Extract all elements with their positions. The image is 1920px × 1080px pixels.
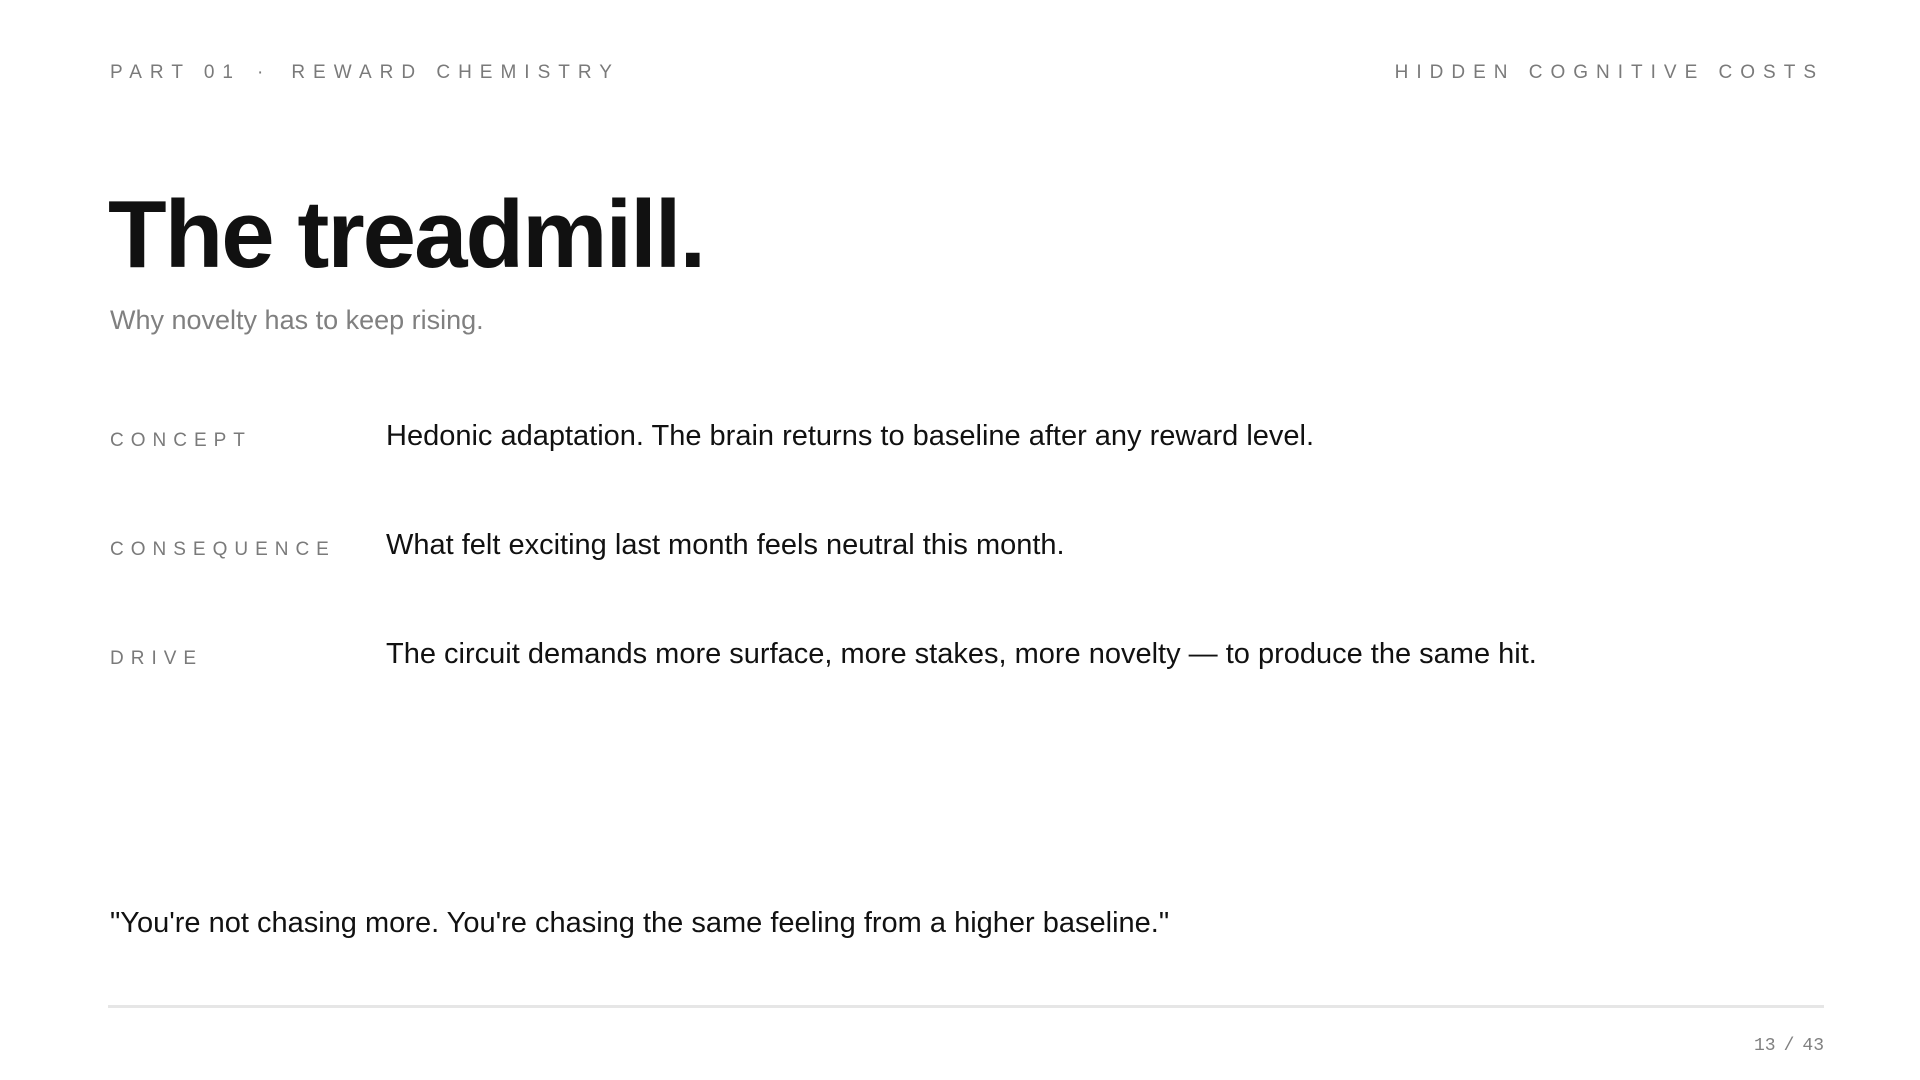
pull-quote: "You're not chasing more. You're chasing the same feeling from a higher baseline." bbox=[110, 907, 1170, 939]
page-separator: / bbox=[1783, 1036, 1795, 1056]
row-label: CONCEPT bbox=[110, 430, 252, 451]
current-page: 13 bbox=[1753, 1036, 1776, 1056]
row-label: CONSEQUENCE bbox=[110, 539, 336, 560]
part-label: PART 01 bbox=[110, 62, 241, 83]
page-counter bbox=[1754, 1036, 1824, 1056]
section-label: REWARD CHEMISTRY bbox=[291, 62, 620, 83]
breadcrumb-separator: · bbox=[257, 62, 272, 83]
row-text: What felt exciting last month feels neutral this month. bbox=[386, 529, 1065, 561]
definition-row-consequence bbox=[110, 529, 1810, 579]
footer-divider bbox=[108, 1005, 1824, 1008]
slide-subtitle: Why novelty has to keep rising. bbox=[110, 305, 484, 335]
deck-title: HIDDEN COGNITIVE COSTS bbox=[1394, 62, 1824, 83]
definition-row-drive bbox=[110, 638, 1810, 688]
total-pages: 43 bbox=[1802, 1036, 1824, 1056]
row-text: The circuit demands more surface, more stakes, more novelty — to produce the same hit. bbox=[386, 638, 1537, 670]
section-breadcrumb bbox=[110, 62, 620, 84]
slide-title: The treadmill. bbox=[108, 181, 705, 288]
row-label: DRIVE bbox=[110, 648, 204, 669]
definition-row-concept bbox=[110, 420, 1810, 470]
row-text: Hedonic adaptation. The brain returns to baseline after any reward level. bbox=[386, 420, 1315, 452]
